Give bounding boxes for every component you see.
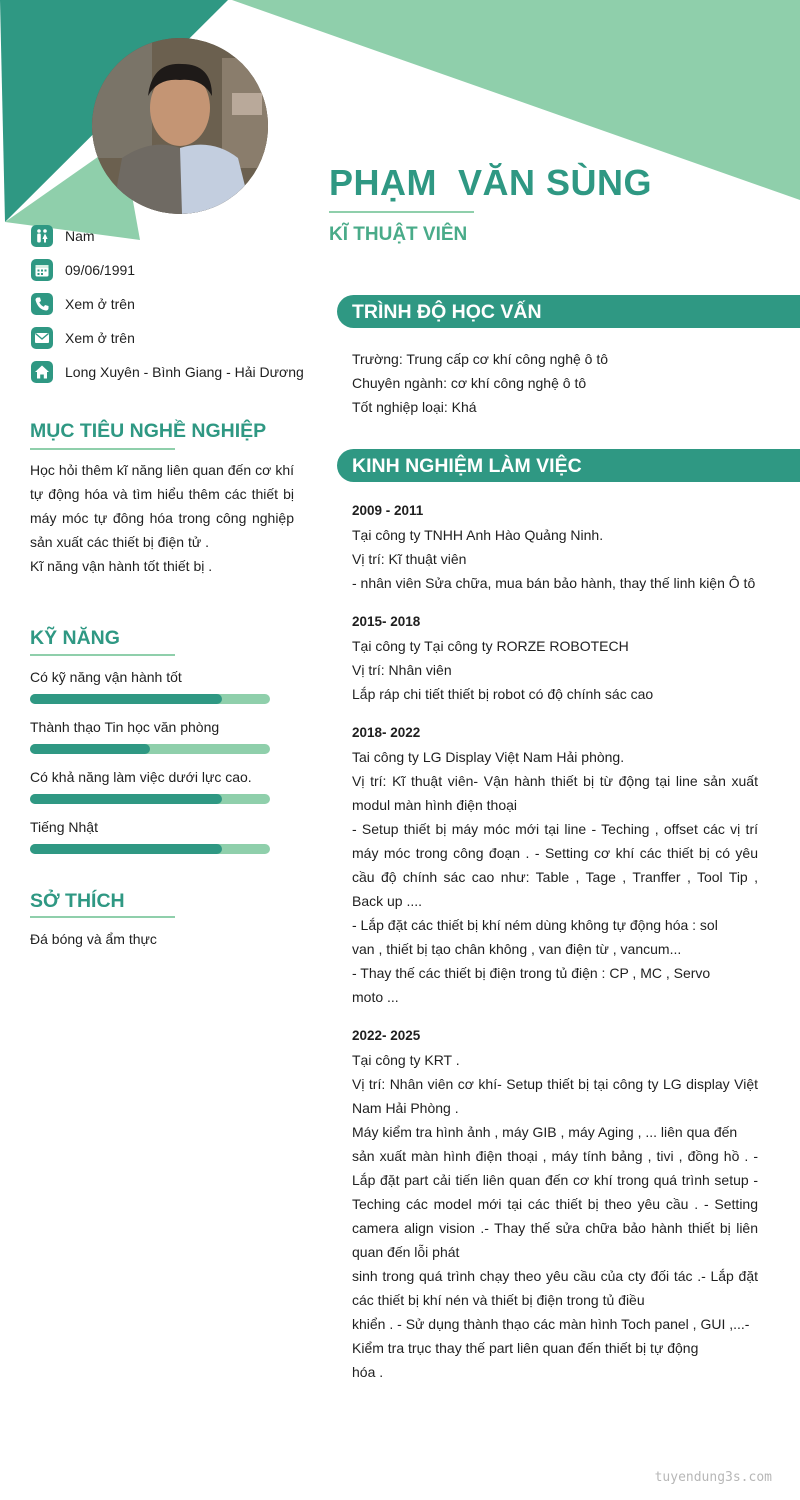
education-details	[352, 347, 608, 419]
experience-line: sản xuất màn hình điện thoại , máy tính bảng , tivi , đồng hồ . - Lắp đặt part cải tiến liên quan đến cơ khí trong quá trình setup - Teching các model mới tại các thiết bị theo yêu cầu . - Setting camera align vision .- Thay thế sửa chữa bảo hành thiết bị liên quan đến lỗi phát	[352, 1148, 758, 1260]
hobbies-text: Đá bóng và ẩm thực	[30, 931, 157, 947]
objective-heading: MỤC TIÊU NGHỀ NGHIỆP	[30, 420, 267, 442]
avatar	[92, 38, 268, 214]
phone-value: Xem ở trên	[65, 296, 135, 312]
experience-line: Kiểm tra trục thay thế part liên quan đến thiết bị tự động	[352, 1340, 699, 1356]
hobbies-underline	[30, 916, 175, 918]
experience-banner	[337, 449, 800, 482]
experience-period: 2018- 2022	[352, 725, 421, 740]
experience-line: - Lắp đặt các thiết bị khí ném dùng không tự động hóa : sol	[352, 917, 718, 933]
experience-line: hóa .	[352, 1364, 384, 1380]
experience-period: 2009 - 2011	[352, 503, 424, 518]
skill-bar	[30, 844, 270, 854]
skill-bar-fill	[30, 744, 150, 754]
skill-bar	[30, 694, 270, 704]
experience-line: - Thay thế các thiết bị điện trong tủ điện : CP , MC , Servo	[352, 965, 711, 981]
skill-bar	[30, 744, 270, 754]
experience-line: Vị trí: Kĩ thuật viên	[352, 551, 467, 567]
education-heading: TRÌNH ĐỘ HỌC VẤN	[352, 301, 542, 323]
gender-value: Nam	[65, 228, 95, 244]
experience-entry	[352, 1024, 758, 1384]
contact-phone	[31, 293, 331, 315]
candidate-name: PHẠM VĂN SÙNG	[329, 162, 653, 203]
experience-line: Vị trí: Nhân viên cơ khí- Setup thiết bị tại công ty LG display Việt Nam Hải Phòng .	[352, 1076, 758, 1116]
skill-label: Có khả năng làm việc dưới lực cao.	[30, 769, 252, 785]
skill-bar	[30, 794, 270, 804]
job-title: KĨ THUẬT VIÊN	[329, 224, 468, 245]
education-banner	[337, 295, 800, 328]
hobbies-heading: SỞ THÍCH	[30, 890, 125, 912]
email-icon	[31, 327, 53, 349]
experience-entry	[352, 499, 758, 595]
contact-birthdate	[31, 259, 331, 281]
experience-line: Vị trí: Kĩ thuật viên- Vận hành thiết bị từ động tại line sản xuất modul màn hình điện thoại	[352, 773, 758, 813]
education-line: Trường: Trung cấp cơ khí công nghệ ô tô	[352, 351, 609, 367]
skills-underline	[30, 654, 175, 656]
address-value: Long Xuyên - Bình Giang - Hải Dương	[65, 364, 304, 380]
objective-paragraph: Học hỏi thêm kĩ năng liên quan đến cơ khí tự động hóa và tìm hiểu thêm các thiết bị máy móc tự đông hóa trong công nghiệp sản xuất các thiết bị điện tử .	[30, 462, 294, 550]
experience-line: khiển . - Sử dụng thành thạo các màn hình Toch panel , GUI ,...-	[352, 1316, 750, 1332]
skill-bar-fill	[30, 794, 222, 804]
calendar-icon	[31, 259, 53, 281]
watermark: tuyendung3s.com	[654, 1470, 772, 1485]
experience-heading: KINH NGHIỆM LÀM VIỆC	[352, 455, 582, 477]
email-value: Xem ở trên	[65, 330, 135, 346]
objective-paragraph: Kĩ năng vận hành tốt thiết bị .	[30, 558, 213, 574]
contact-gender	[31, 225, 331, 247]
experience-line: Máy kiểm tra hình ảnh , máy GIB , máy Aging , ... liên qua đến	[352, 1124, 738, 1140]
experience-line: moto ...	[352, 989, 399, 1005]
experience-line: Tại công ty TNHH Anh Hào Quảng Ninh.	[352, 527, 604, 543]
experience-line: sinh trong quá trình chạy theo yêu cầu của cty đối tác .- Lắp đặt các thiết bị khí nén và thiết bị điện trong tủ điều	[352, 1268, 758, 1308]
experience-entry	[352, 610, 758, 706]
skill-label: Thành thạo Tin học văn phòng	[30, 719, 220, 735]
gender-icon	[31, 225, 53, 247]
experience-line: Tai công ty LG Display Việt Nam Hải phòng.	[352, 749, 625, 765]
experience-line: Vị trí: Nhân viên	[352, 662, 452, 678]
skill-bar-fill	[30, 694, 222, 704]
experience-line: van , thiết bị tạo chân không , van điện từ , vancum...	[352, 941, 682, 957]
experience-line: Lắp ráp chi tiết thiết bị robot có độ chính sác cao	[352, 686, 654, 702]
contact-email	[31, 327, 331, 349]
birthdate-value: 09/06/1991	[65, 262, 136, 278]
skill-bar-fill	[30, 844, 222, 854]
experience-period: 2015- 2018	[352, 614, 421, 629]
experience-period: 2022- 2025	[352, 1028, 421, 1043]
skills-heading: KỸ NĂNG	[30, 627, 120, 649]
contact-address	[31, 361, 331, 383]
education-line: Chuyên ngành: cơ khí công nghệ ô tô	[352, 375, 587, 391]
skill-label: Có kỹ năng vận hành tốt	[30, 669, 182, 685]
skill-label: Tiếng Nhật	[30, 819, 98, 835]
avatar-photo	[92, 38, 268, 214]
experience-entry	[352, 721, 758, 1009]
experience-line: - nhân viên Sửa chữa, mua bán bảo hành, thay thế linh kiện Ô tô	[352, 575, 756, 591]
experience-line: - Setup thiết bị máy móc mới tại line - Teching , offset các vị trí máy móc trong công đoạn . - Setting cơ khí các thiết bị có yêu cầu độ chính sác cao như: Table , Tage , Tranffer , Tool Tip , Back up ....	[352, 821, 758, 909]
education-line: Tốt nghiệp loại: Khá	[352, 399, 477, 415]
experience-line: Tại công ty Tại công ty RORZE ROBOTECH	[352, 638, 629, 654]
phone-icon	[31, 293, 53, 315]
home-icon	[31, 361, 53, 383]
objective-text	[30, 458, 294, 578]
objective-underline	[30, 448, 175, 450]
name-underline	[329, 211, 474, 213]
experience-line: Tại công ty KRT .	[352, 1052, 460, 1068]
